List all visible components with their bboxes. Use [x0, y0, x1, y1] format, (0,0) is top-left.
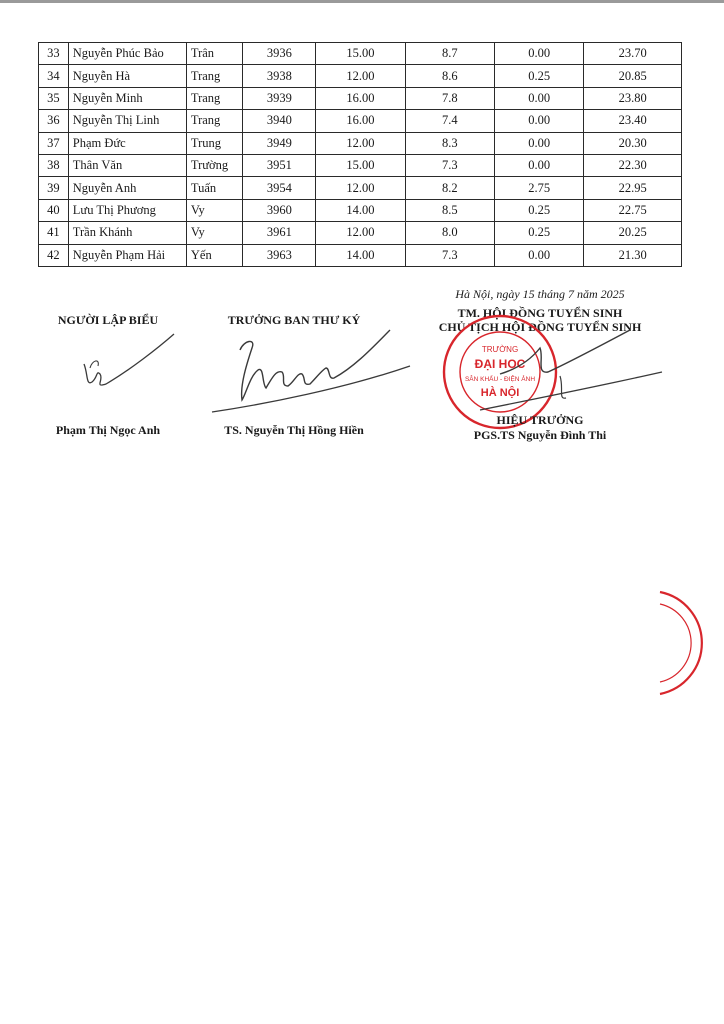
surname-cell: Nguyễn Thị Linh: [68, 110, 186, 132]
priority-points-cell: 0.00: [495, 43, 584, 65]
total-score-cell: 22.30: [584, 154, 682, 176]
table-row: [39, 43, 682, 65]
score-2-cell: 8.2: [405, 177, 494, 199]
score-1-cell: 15.00: [316, 154, 405, 176]
given-name-cell: Vy: [186, 199, 242, 221]
surname-cell: Lưu Thị Phương: [68, 199, 186, 221]
row-number: 35: [39, 87, 69, 109]
secretary-signature: [206, 326, 416, 418]
candidate-id-cell: 3954: [243, 177, 316, 199]
score-2-cell: 8.6: [405, 65, 494, 87]
row-number: 41: [39, 222, 69, 244]
priority-points-cell: 2.75: [495, 177, 584, 199]
score-1-cell: 14.00: [316, 199, 405, 221]
score-1-cell: 15.00: [316, 43, 405, 65]
preparer-name: Phạm Thị Ngọc Anh: [55, 423, 161, 437]
row-number: 36: [39, 110, 69, 132]
surname-cell: Trần Khánh: [68, 222, 186, 244]
candidate-id-cell: 3936: [243, 43, 316, 65]
score-2-cell: 7.4: [405, 110, 494, 132]
score-2-cell: 7.3: [405, 154, 494, 176]
seal-line-3: SÂN KHẤU - ĐIỆN ẢNH: [464, 376, 536, 383]
seal-line-4: HÀ NỘI: [480, 387, 520, 399]
surname-cell: Nguyễn Phúc Bảo: [68, 43, 186, 65]
score-1-cell: 16.00: [316, 110, 405, 132]
margin-seal-fragment: [640, 588, 700, 700]
total-score-cell: 21.30: [584, 244, 682, 266]
table-row: [39, 199, 682, 221]
candidate-id-cell: 3951: [243, 154, 316, 176]
secretary-name: TS. Nguyễn Thị Hồng Hiền: [224, 423, 364, 437]
surname-cell: Nguyễn Hà: [68, 65, 186, 87]
table-row: [39, 132, 682, 154]
score-1-cell: 12.00: [316, 222, 405, 244]
candidate-id-cell: 3963: [243, 244, 316, 266]
score-2-cell: 8.3: [405, 132, 494, 154]
preparer-title: NGƯỜI LẬP BIỂU: [57, 313, 159, 327]
secretary-title: TRƯỞNG BAN THƯ KÝ: [227, 313, 361, 327]
total-score-cell: 23.40: [584, 110, 682, 132]
priority-points-cell: 0.00: [495, 154, 584, 176]
total-score-cell: 23.70: [584, 43, 682, 65]
row-number: 34: [39, 65, 69, 87]
given-name-cell: Trường: [186, 154, 242, 176]
seal-line-1: TRƯỜNG: [481, 345, 519, 354]
results-table: [38, 42, 682, 267]
total-score-cell: 20.30: [584, 132, 682, 154]
date-line: Hà Nội, ngày 15 tháng 7 năm 2025: [455, 287, 625, 301]
chairman-name: PGS.TS Nguyễn Đình Thi: [473, 428, 607, 442]
surname-cell: Phạm Đức: [68, 132, 186, 154]
row-number: 39: [39, 177, 69, 199]
priority-points-cell: 0.00: [495, 87, 584, 109]
total-score-cell: 20.85: [584, 65, 682, 87]
candidate-id-cell: 3949: [243, 132, 316, 154]
score-2-cell: 7.8: [405, 87, 494, 109]
given-name-cell: Tuấn: [186, 177, 242, 199]
table-row: [39, 65, 682, 87]
score-1-cell: 12.00: [316, 132, 405, 154]
score-1-cell: 14.00: [316, 244, 405, 266]
given-name-cell: Trang: [186, 110, 242, 132]
surname-cell: Nguyễn Minh: [68, 87, 186, 109]
priority-points-cell: 0.00: [495, 110, 584, 132]
surname-cell: Nguyễn Phạm Hải: [68, 244, 186, 266]
score-2-cell: 8.7: [405, 43, 494, 65]
score-1-cell: 16.00: [316, 87, 405, 109]
table-row: [39, 154, 682, 176]
total-score-cell: 22.75: [584, 199, 682, 221]
candidate-id-cell: 3940: [243, 110, 316, 132]
chairman-signature: [440, 318, 680, 428]
score-1-cell: 12.00: [316, 65, 405, 87]
row-number: 37: [39, 132, 69, 154]
given-name-cell: Trang: [186, 65, 242, 87]
priority-points-cell: 0.00: [495, 132, 584, 154]
given-name-cell: Trung: [186, 132, 242, 154]
row-number: 38: [39, 154, 69, 176]
surname-cell: Thân Văn: [68, 154, 186, 176]
results-table-body: [39, 43, 682, 267]
row-number: 40: [39, 199, 69, 221]
given-name-cell: Vy: [186, 222, 242, 244]
score-2-cell: 7.3: [405, 244, 494, 266]
seal-line-2: ĐẠI HỌC: [474, 357, 526, 371]
total-score-cell: 23.80: [584, 87, 682, 109]
surname-cell: Nguyễn Anh: [68, 177, 186, 199]
chairman-role: HIỆU TRƯỞNG: [496, 413, 584, 427]
score-1-cell: 12.00: [316, 177, 405, 199]
priority-points-cell: 0.25: [495, 199, 584, 221]
score-2-cell: 8.5: [405, 199, 494, 221]
chairman-org: TM. HỘI ĐỒNG TUYỂN SINH: [457, 306, 623, 320]
chairman-title: CHỦ TỊCH HỘI ĐỒNG TUYỂN SINH: [438, 320, 642, 334]
table-row: [39, 177, 682, 199]
table-row: [39, 244, 682, 266]
page-top-edge: [0, 0, 724, 3]
row-number: 42: [39, 244, 69, 266]
given-name-cell: Trang: [186, 87, 242, 109]
row-number: 33: [39, 43, 69, 65]
score-2-cell: 8.0: [405, 222, 494, 244]
table-row: [39, 110, 682, 132]
total-score-cell: 20.25: [584, 222, 682, 244]
priority-points-cell: 0.25: [495, 65, 584, 87]
table-row: [39, 222, 682, 244]
candidate-id-cell: 3961: [243, 222, 316, 244]
given-name-cell: Yến: [186, 244, 242, 266]
given-name-cell: Trân: [186, 43, 242, 65]
preparer-signature: [70, 330, 180, 400]
candidate-id-cell: 3938: [243, 65, 316, 87]
priority-points-cell: 0.25: [495, 222, 584, 244]
priority-points-cell: 0.00: [495, 244, 584, 266]
table-row: [39, 87, 682, 109]
candidate-id-cell: 3939: [243, 87, 316, 109]
total-score-cell: 22.95: [584, 177, 682, 199]
candidate-id-cell: 3960: [243, 199, 316, 221]
